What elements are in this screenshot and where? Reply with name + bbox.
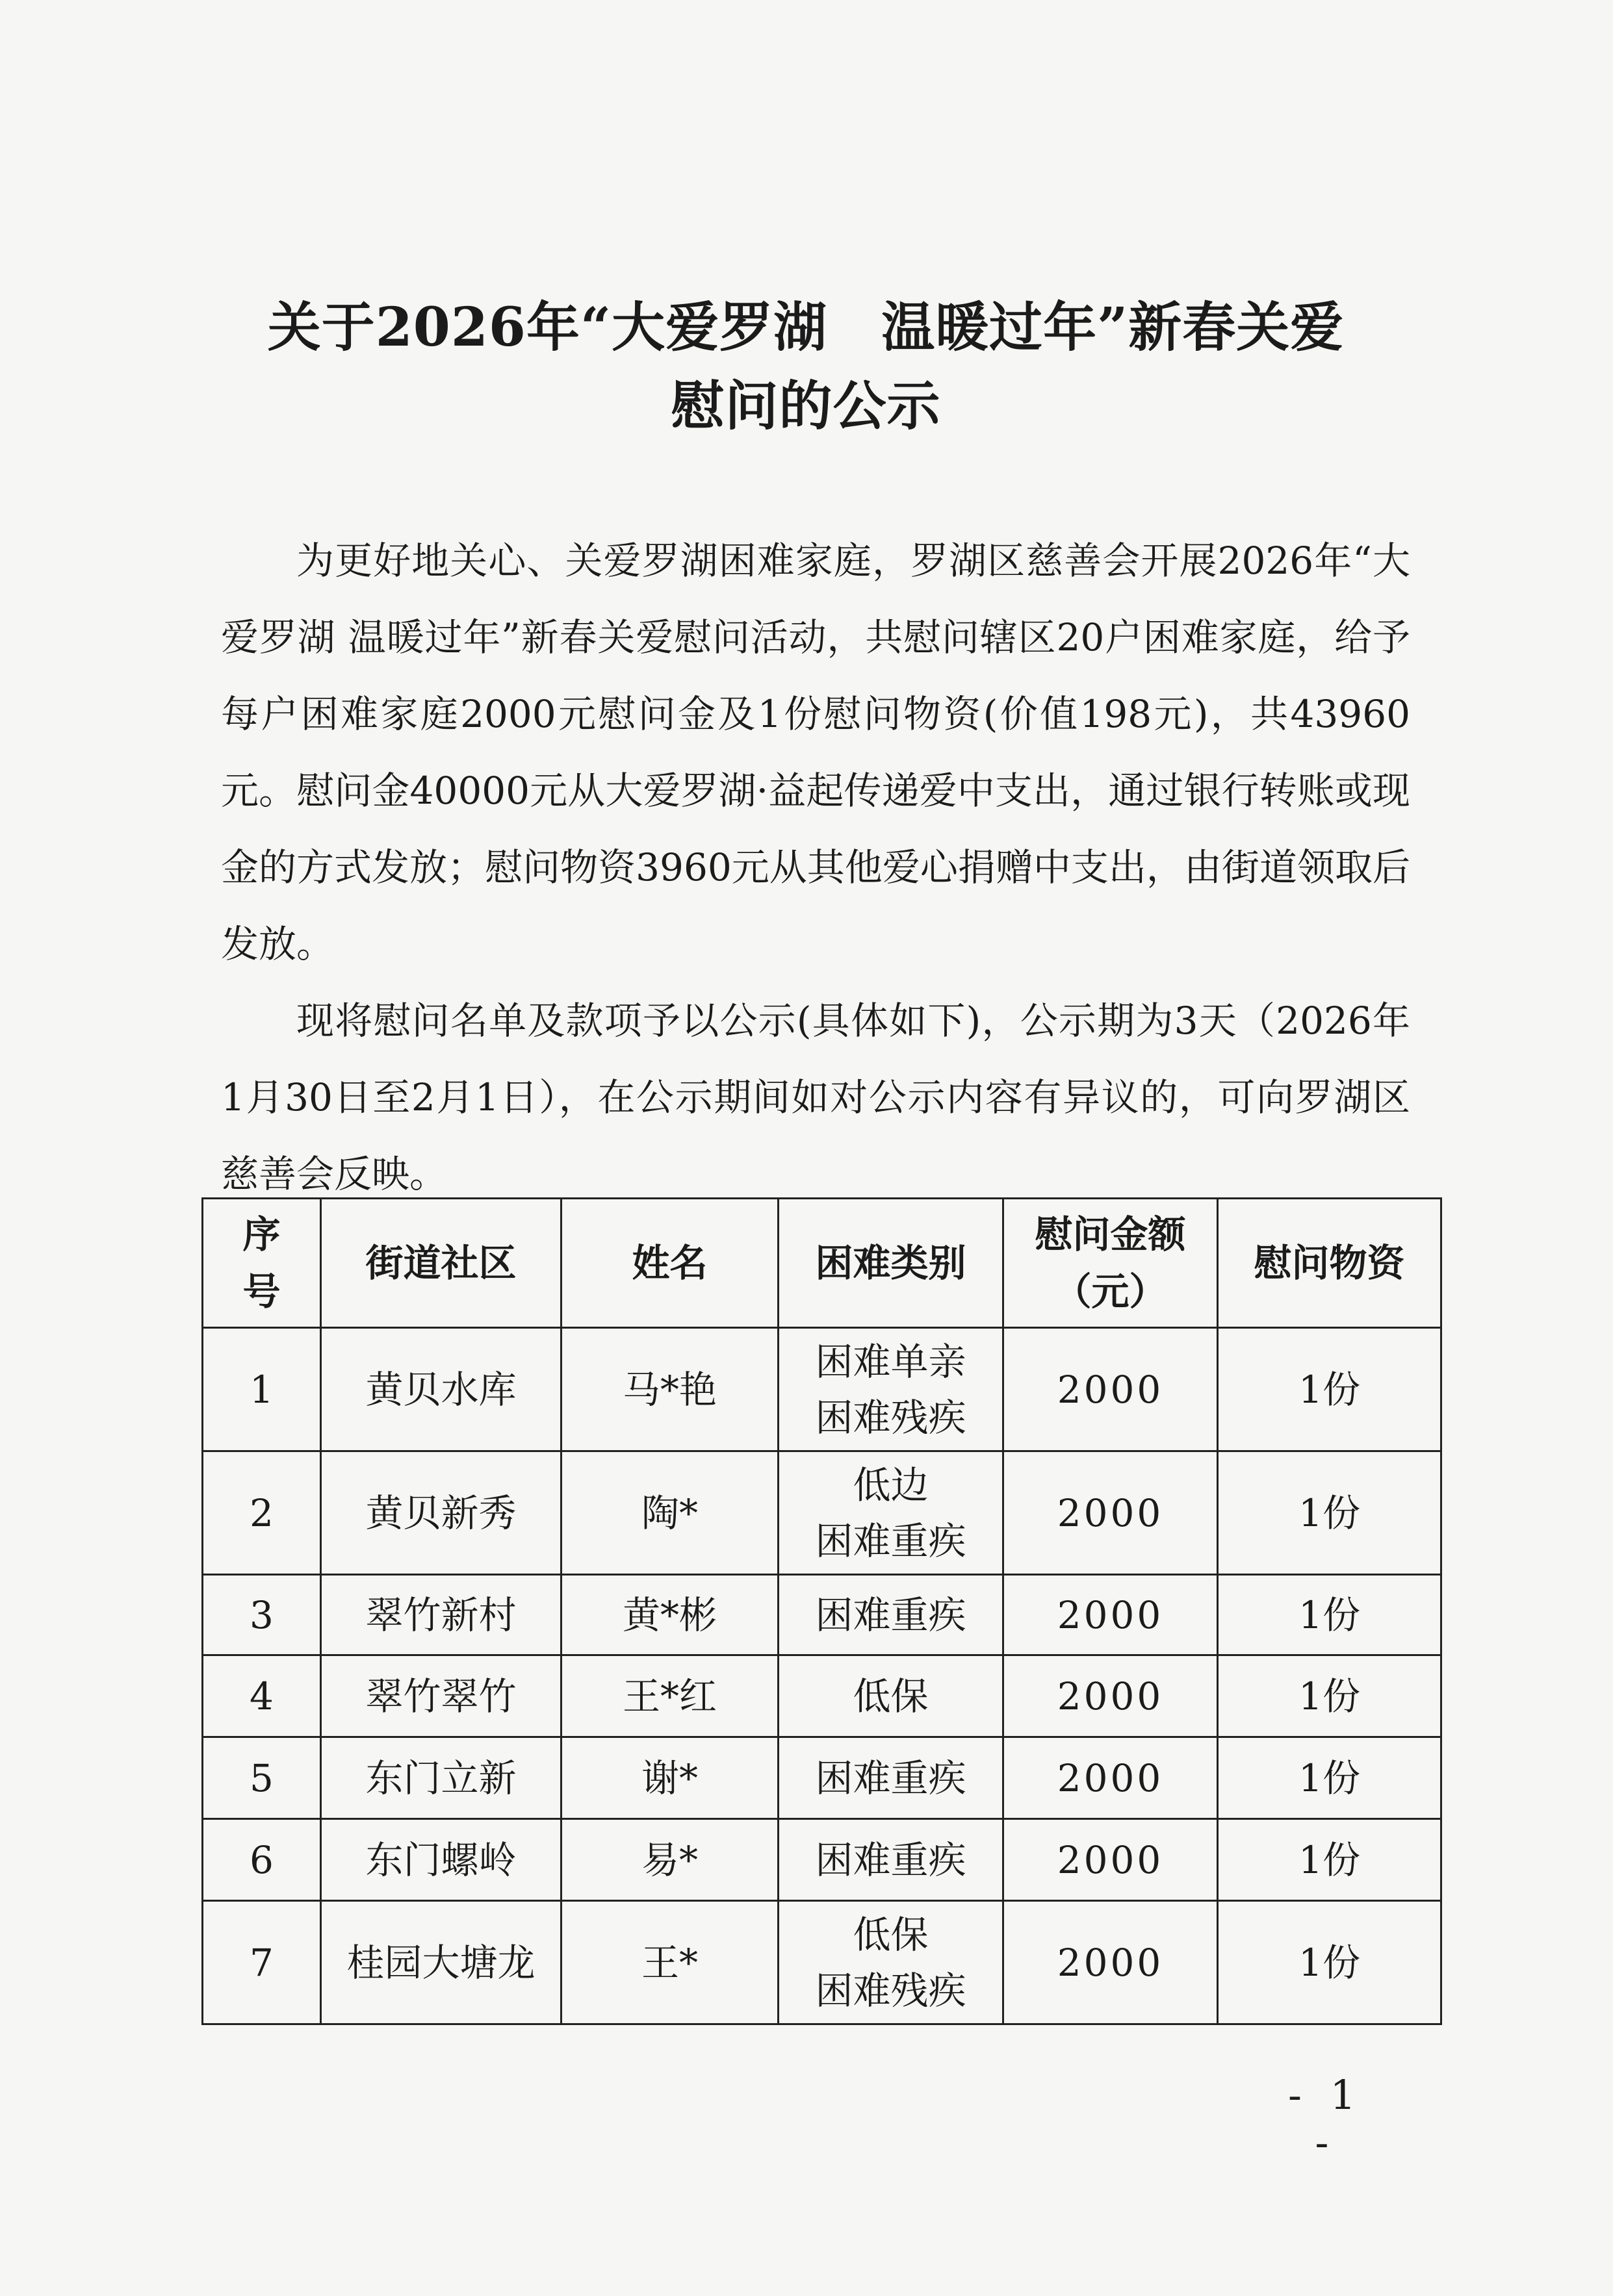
cell-category: 低边 困难重疾 xyxy=(779,1451,1003,1575)
cell-amount: 2000 xyxy=(1003,1451,1218,1575)
cell-amount: 2000 xyxy=(1003,1655,1218,1737)
document-title-line-2: 慰问的公示 xyxy=(671,375,941,437)
cell-amount: 2000 xyxy=(1003,1575,1218,1655)
cell-name: 易* xyxy=(561,1819,779,1901)
cell-name: 陶* xyxy=(561,1451,779,1575)
cell-community: 翠竹新村 xyxy=(321,1575,561,1655)
cell-goods: 1份 xyxy=(1218,1451,1441,1575)
cell-category: 低保 xyxy=(779,1655,1003,1737)
cell-amount: 2000 xyxy=(1003,1328,1218,1451)
header-goods: 慰问物资 xyxy=(1218,1199,1441,1328)
relief-list-table xyxy=(201,1197,1442,2025)
cell-community: 翠竹翠竹 xyxy=(321,1655,561,1737)
cell-category: 困难重疾 xyxy=(779,1575,1003,1655)
cell-community: 黄贝新秀 xyxy=(321,1451,561,1575)
cell-name: 王*红 xyxy=(561,1655,779,1737)
cell-community: 东门立新 xyxy=(321,1737,561,1819)
table-row xyxy=(203,1655,1441,1737)
header-category: 困难类别 xyxy=(779,1199,1003,1328)
cell-seq: 2 xyxy=(203,1451,321,1575)
table-row xyxy=(203,1575,1441,1655)
document-title-line-1: 关于2026年“大爱罗湖 温暖过年”新春关爱 xyxy=(267,296,1345,359)
header-amount: 慰问金额 （元） xyxy=(1003,1199,1218,1328)
cell-seq: 7 xyxy=(203,1901,321,2024)
cell-category: 困难单亲 困难残疾 xyxy=(779,1328,1003,1451)
table-row xyxy=(203,1901,1441,2024)
table-row xyxy=(203,1451,1441,1575)
header-seq: 序 号 xyxy=(203,1199,321,1328)
header-name: 姓名 xyxy=(561,1199,779,1328)
intro-paragraph: 为更好地关心、关爱罗湖困难家庭，罗湖区慈善会开展2026年“大爱罗湖 温暖过年”新春关爱慰问活动，共慰问辖区20户困难家庭，给予每户困难家庭2000元慰问金及1份慰问物资(价值198元)，共43960元。慰问金40000元从大爱罗湖·益起传递爱中支出，通过银行转账或现金的方式发放；慰问物资3960元从其他爱心捐赠中支出，由街道领取后发放。 xyxy=(221,539,1410,966)
cell-goods: 1份 xyxy=(1218,1737,1441,1819)
cell-community: 黄贝水库 xyxy=(321,1328,561,1451)
cell-amount: 2000 xyxy=(1003,1901,1218,2024)
cell-seq: 3 xyxy=(203,1575,321,1655)
cell-name: 谢* xyxy=(561,1737,779,1819)
table-header-row xyxy=(203,1199,1441,1328)
notice-paragraph: 现将慰问名单及款项予以公示(具体如下)，公示期为3天（2026年1月30日至2月1日），在公示期间如对公示内容有异议的，可向罗湖区慈善会反映。 xyxy=(221,999,1410,1196)
cell-category: 困难重疾 xyxy=(779,1819,1003,1901)
cell-goods: 1份 xyxy=(1218,1328,1441,1451)
cell-amount: 2000 xyxy=(1003,1737,1218,1819)
cell-seq: 5 xyxy=(203,1737,321,1819)
cell-community: 东门螺岭 xyxy=(321,1819,561,1901)
cell-community: 桂园大塘龙 xyxy=(321,1901,561,2024)
cell-goods: 1份 xyxy=(1218,1575,1441,1655)
cell-goods: 1份 xyxy=(1218,1819,1441,1901)
cell-name: 马*艳 xyxy=(561,1328,779,1451)
cell-goods: 1份 xyxy=(1218,1655,1441,1737)
cell-category: 困难重疾 xyxy=(779,1737,1003,1819)
table-row xyxy=(203,1819,1441,1901)
cell-goods: 1份 xyxy=(1218,1901,1441,2024)
cell-amount: 2000 xyxy=(1003,1819,1218,1901)
table-row xyxy=(203,1737,1441,1819)
cell-name: 黄*彬 xyxy=(561,1575,779,1655)
table-row xyxy=(203,1328,1441,1451)
cell-seq: 4 xyxy=(203,1655,321,1737)
header-community: 街道社区 xyxy=(321,1199,561,1328)
page-number: - 1 - xyxy=(1287,2071,1364,2166)
cell-category: 低保 困难残疾 xyxy=(779,1901,1003,2024)
cell-seq: 1 xyxy=(203,1328,321,1451)
cell-name: 王* xyxy=(561,1901,779,2024)
cell-seq: 6 xyxy=(203,1819,321,1901)
